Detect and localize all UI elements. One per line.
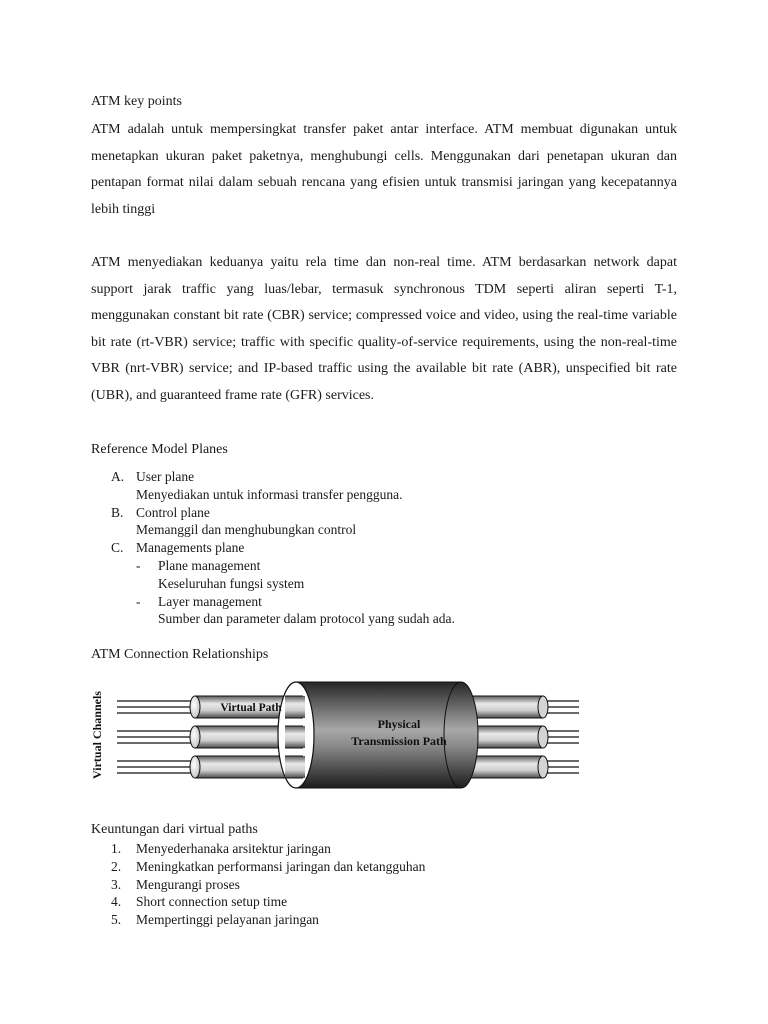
virtual-path-label: Virtual Path bbox=[220, 702, 282, 714]
list-item bbox=[91, 893, 425, 911]
virtual-channels-label: Virtual Channels bbox=[91, 691, 104, 779]
list-item-text: Mempertinggi pelayanan jaringan bbox=[136, 912, 319, 928]
list-item bbox=[91, 840, 425, 858]
sublist-marker: - bbox=[136, 593, 141, 609]
list-item bbox=[91, 911, 425, 929]
paragraph-atm-intro: ATM adalah untuk mempersingkat transfer paket antar interface. ATM membuat digunakan untuk menetapkan ukuran paket paketnya, menghubungi cells. Menggunakan dari penetapan ukuran dan pentapan format nilai dalam sebuah rencana yang efisien untuk transmisi jaringan yang kecepatannya lebih tinggi bbox=[91, 122, 677, 217]
sublist-item-plane-management bbox=[91, 557, 455, 593]
list-item bbox=[91, 858, 425, 876]
list-marker: 2. bbox=[111, 858, 122, 874]
list-item-text: Menyederhanaka arsitektur jaringan bbox=[136, 841, 331, 856]
advantages-list bbox=[91, 840, 425, 929]
section-heading-atm-key-points: ATM key points bbox=[91, 94, 182, 109]
list-item-text: Meningkatkan performansi jaringan dan ketangguhan bbox=[136, 858, 426, 874]
list-marker: 1. bbox=[111, 841, 122, 856]
list-marker: C. bbox=[111, 540, 124, 556]
list-marker: 3. bbox=[111, 876, 122, 892]
list-item-control-plane bbox=[91, 504, 455, 540]
list-marker: A. bbox=[111, 469, 125, 484]
physical-path-label-line1: Physical bbox=[377, 717, 421, 731]
sublist-item-title: Layer management bbox=[158, 593, 262, 609]
list-item-text: Mengurangi proses bbox=[136, 876, 240, 892]
list-item-title: Control plane bbox=[136, 504, 210, 520]
list-marker: B. bbox=[111, 504, 124, 520]
list-marker: 4. bbox=[111, 894, 122, 910]
list-item bbox=[91, 876, 425, 894]
paragraph-atm-services: ATM menyediakan keduanya yaitu rela time dan non-real time. ATM berdasarkan network dapat support jarak traffic yang luas/lebar, termasuk synchronous TDM seperti aliran seperti T-1, menggunakan constant bit rate (CBR) service; compressed voice and video, using the real-time variable bit rate (rt-VBR) service; traffic with specific quality-of-service requirements, using the non-real-time VBR (nrt-VBR) service; and IP-based traffic using the available bit rate (ABR), unspecified bit rate (UBR), and guaranteed frame rate (GFR) services. bbox=[91, 255, 677, 403]
virtual-channel-lines-left bbox=[117, 701, 196, 773]
list-item-user-plane bbox=[91, 468, 455, 504]
sublist-item-layer-management bbox=[91, 593, 455, 629]
sublist-marker: - bbox=[136, 557, 141, 573]
list-item-description: Memanggil dan menghubungkan control bbox=[136, 522, 357, 538]
sublist-item-description: Keseluruhan fungsi system bbox=[158, 575, 305, 591]
list-item-description: Menyediakan untuk informasi transfer pengguna. bbox=[136, 486, 403, 502]
atm-connection-diagram-svg bbox=[91, 676, 591, 794]
list-item-managements-plane bbox=[91, 539, 455, 557]
physical-path-label-line2: Transmission Path bbox=[351, 734, 447, 748]
sublist-item-description: Sumber dan parameter dalam protocol yang sudah ada. bbox=[158, 611, 455, 627]
list-marker: 5. bbox=[111, 912, 122, 928]
list-item-title: User plane bbox=[136, 469, 195, 484]
atm-connection-diagram bbox=[91, 676, 591, 794]
section-heading-advantages: Keuntungan dari virtual paths bbox=[91, 822, 258, 837]
sublist-item-title: Plane management bbox=[158, 557, 261, 573]
list-item-title: Managements plane bbox=[136, 540, 245, 556]
reference-model-list bbox=[91, 468, 455, 628]
section-heading-connection: ATM Connection Relationships bbox=[91, 647, 269, 662]
section-heading-reference-model: Reference Model Planes bbox=[91, 442, 228, 457]
list-item-text: Short connection setup time bbox=[136, 894, 288, 910]
